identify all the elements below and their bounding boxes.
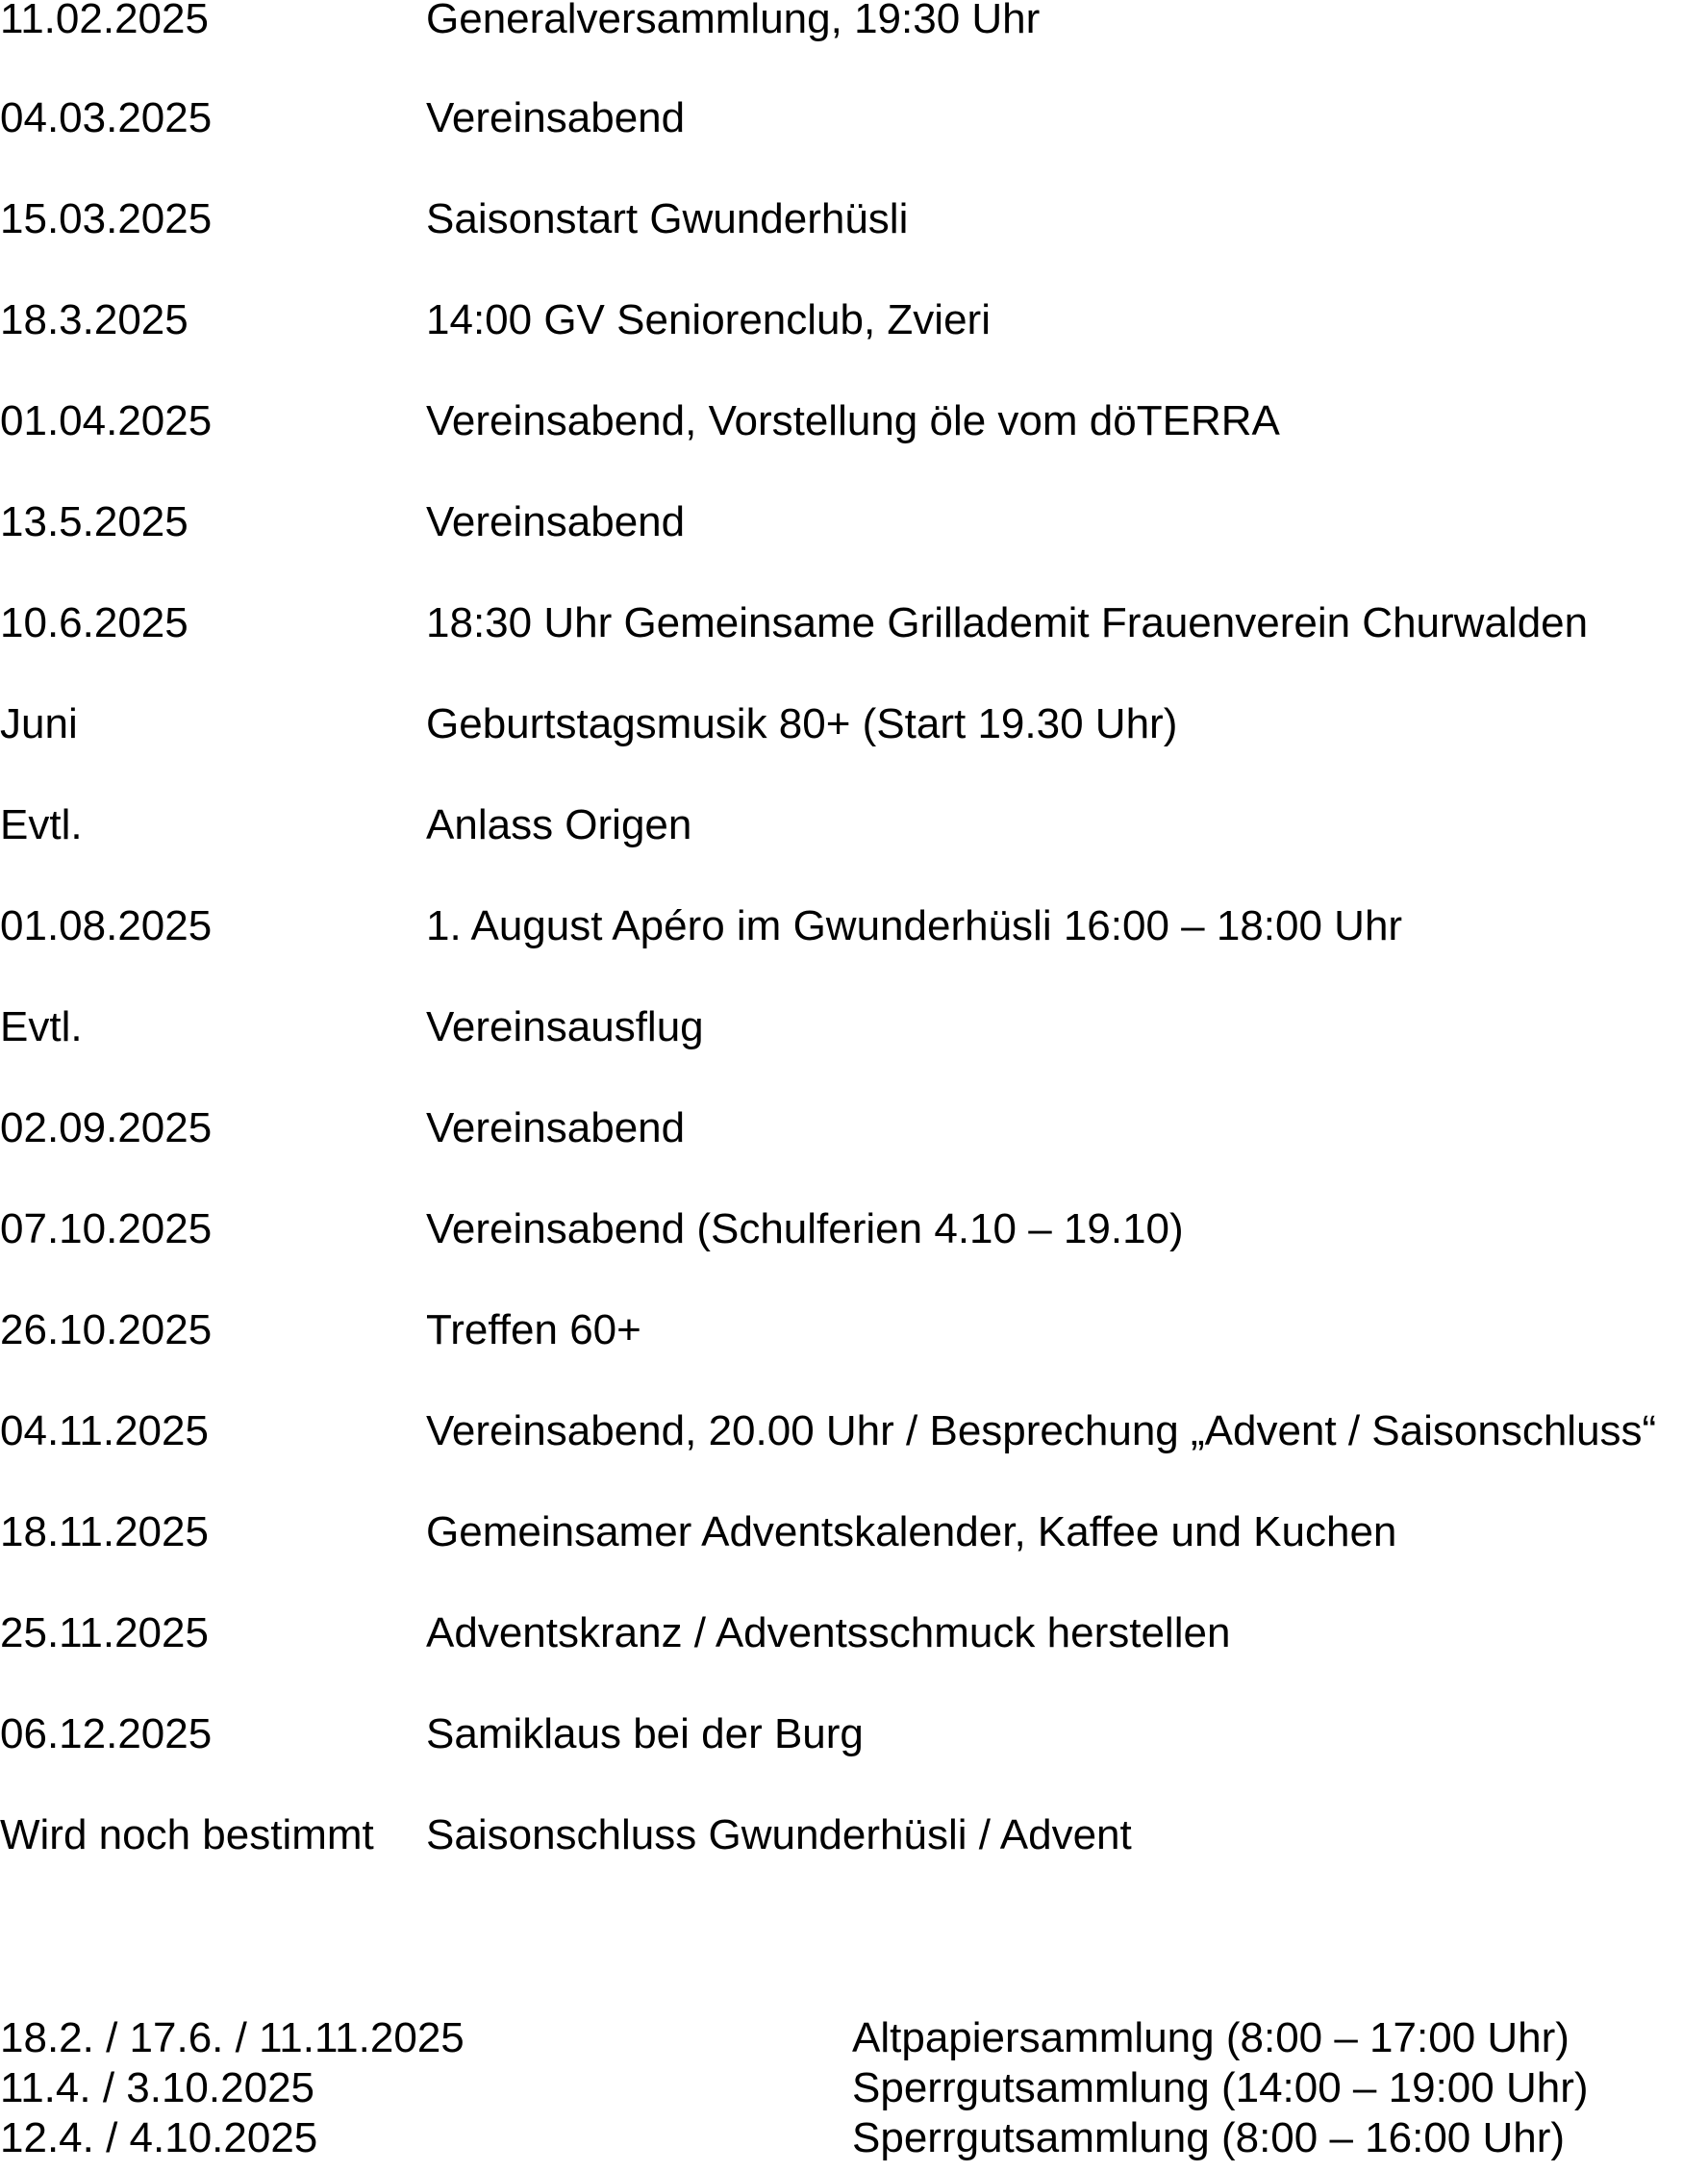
event-date: 11.02.2025 (0, 0, 209, 42)
event-date: 04.11.2025 (0, 1407, 209, 1454)
event-description: Vereinsabend, Vorstellung öle vom döTERRA (426, 397, 1280, 444)
collection-description: Sperrgutsammlung (8:00 – 16:00 Uhr) (852, 2114, 1566, 2161)
event-description: Treffen 60+ (426, 1306, 641, 1353)
event-date: 06.12.2025 (0, 1710, 213, 1757)
event-description: 14:00 GV Seniorenclub, Zvieri (426, 296, 991, 343)
event-row (0, 190, 1708, 248)
event-description: Vereinsabend, 20.00 Uhr / Besprechung „Advent / Saisonschluss“ (426, 1407, 1657, 1454)
event-row (0, 1604, 1708, 1662)
event-date: 15.03.2025 (0, 195, 213, 242)
event-date: 18.11.2025 (0, 1508, 209, 1555)
event-description: 18:30 Uhr Gemeinsame Grillademit Frauenverein Churwalden (426, 599, 1589, 646)
collection-row (0, 2062, 1708, 2114)
event-row (0, 1402, 1708, 1460)
event-row (0, 695, 1708, 753)
event-description: Vereinsabend (426, 498, 686, 545)
event-description: Generalversammlung, 19:30 Uhr (426, 0, 1041, 42)
event-date: 02.09.2025 (0, 1104, 213, 1151)
collection-dates: 12.4. / 4.10.2025 (0, 2114, 318, 2161)
collection-description: Altpapiersammlung (8:00 – 17:00 Uhr) (852, 2014, 1570, 2061)
collection-row (0, 2112, 1708, 2164)
event-row (0, 0, 1708, 48)
event-row (0, 594, 1708, 652)
event-row (0, 1301, 1708, 1359)
event-date: 04.03.2025 (0, 94, 213, 141)
event-description: Vereinsabend (426, 1104, 686, 1151)
event-date: 13.5.2025 (0, 498, 188, 545)
event-row (0, 392, 1708, 450)
event-description: Saisonschluss Gwunderhüsli / Advent (426, 1811, 1132, 1858)
event-row (0, 796, 1708, 854)
event-description: 1. August Apéro im Gwunderhüsli 16:00 – 18:00 Uhr (426, 902, 1403, 949)
event-row (0, 897, 1708, 955)
event-date: 26.10.2025 (0, 1306, 213, 1353)
event-row (0, 1099, 1708, 1157)
event-date: 01.08.2025 (0, 902, 213, 949)
event-date: Evtl. (0, 801, 83, 848)
collection-description: Sperrgutsammlung (14:00 – 19:00 Uhr) (852, 2064, 1589, 2111)
event-row (0, 1806, 1708, 1864)
event-date: Wird noch bestimmt (0, 1811, 374, 1858)
event-description: Anlass Origen (426, 801, 692, 848)
collection-dates: 18.2. / 17.6. / 11.11.2025 (0, 2014, 465, 2061)
event-description: Saisonstart Gwunderhüsli (426, 195, 909, 242)
collection-row (0, 2012, 1708, 2064)
event-row (0, 493, 1708, 551)
event-description: Vereinsabend (426, 94, 686, 141)
collection-dates: 11.4. / 3.10.2025 (0, 2064, 315, 2111)
event-date: Evtl. (0, 1003, 83, 1050)
event-description: Vereinsausflug (426, 1003, 704, 1050)
event-date: 25.11.2025 (0, 1609, 209, 1656)
event-date: 07.10.2025 (0, 1205, 213, 1252)
event-date: 01.04.2025 (0, 397, 213, 444)
event-row (0, 291, 1708, 349)
event-date: 10.6.2025 (0, 599, 188, 646)
event-description: Gemeinsamer Adventskalender, Kaffee und Kuchen (426, 1508, 1397, 1555)
event-row (0, 1503, 1708, 1561)
event-description: Vereinsabend (Schulferien 4.10 – 19.10) (426, 1205, 1184, 1252)
event-description: Samiklaus bei der Burg (426, 1710, 864, 1757)
event-description: Geburtstagsmusik 80+ (Start 19.30 Uhr) (426, 700, 1178, 747)
event-row (0, 1705, 1708, 1763)
event-row (0, 998, 1708, 1056)
event-row (0, 89, 1708, 147)
event-description: Adventskranz / Adventsschmuck herstellen (426, 1609, 1231, 1656)
event-date: 18.3.2025 (0, 296, 188, 343)
event-date: Juni (0, 700, 78, 747)
event-row (0, 1200, 1708, 1258)
